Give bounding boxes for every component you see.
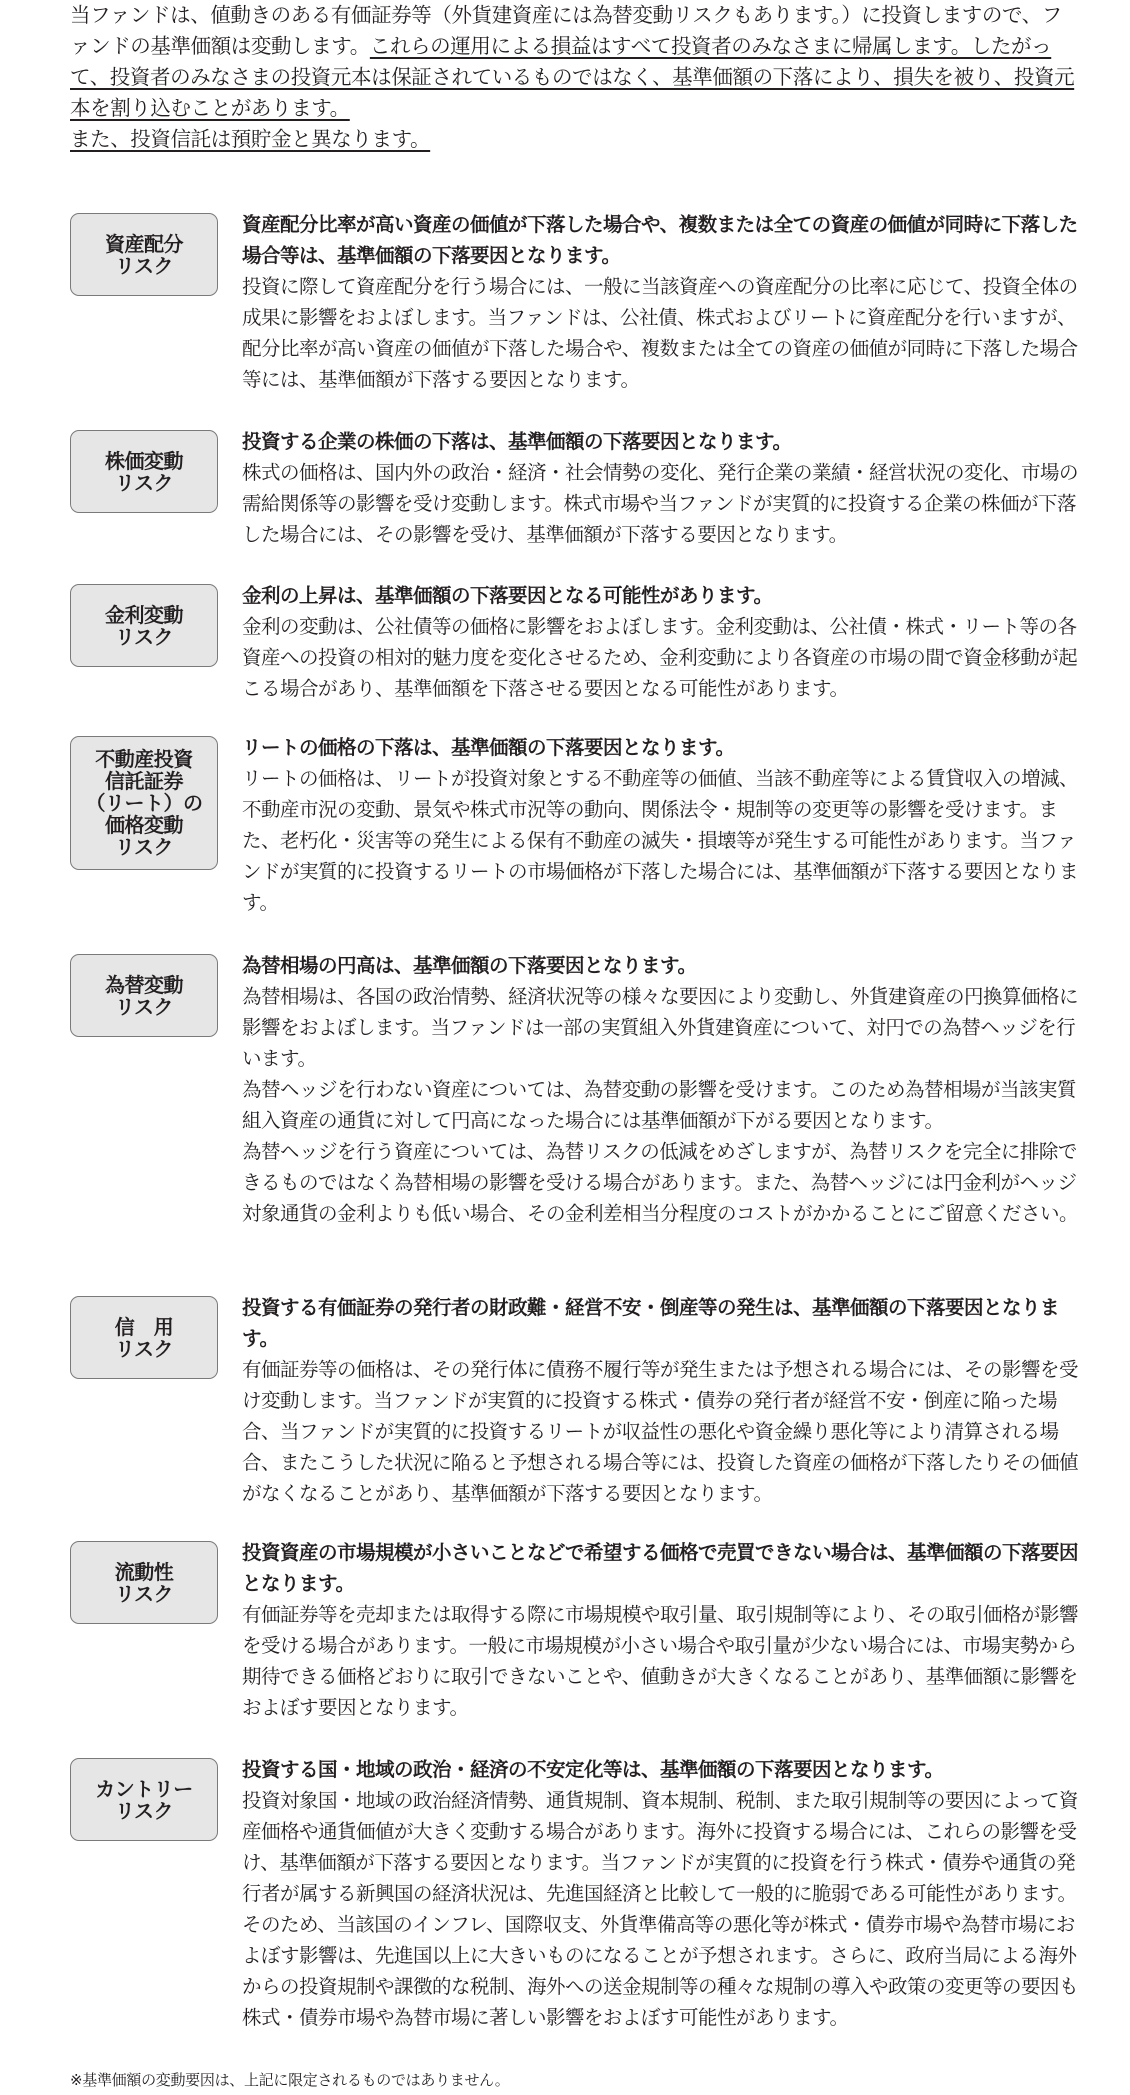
risk-label-line: 資産配分 — [105, 231, 183, 256]
risk-label-box — [70, 1296, 218, 1379]
risk-label-line: 為替変動 — [105, 972, 183, 997]
risk-label-box — [70, 430, 218, 513]
risk-description — [242, 209, 1080, 395]
intro-deposit-note — [70, 124, 1080, 155]
risk-label-line: 株価変動 — [105, 448, 183, 473]
risk-label-line: 流動性 — [114, 1559, 174, 1584]
intro-underlined-text: これらの運用による損益はすべて投資者のみなさまに帰属します。したがって、投資者のみなさまの投資元本は保証されているものではなく、基準価額の下落により、損失を被り、投資元本を割り込むことがあります。 — [70, 34, 1075, 120]
risk-body: 有価証券等の価格は、その発行体に債務不履行等が発生または予想される場合には、その影響を受け変動します。当ファンドが実質的に投資する株式・債券の発行者が経営不安・倒産に陥った場合、当ファンドが実質的に投資するリートが収益性の悪化や資金繰り悪化等により清算される場合、またこうした状況に陥ると予想される場合等には、投資した資産の価格が下落したりその価値がなくなることがあり、基準価額が下落する要因となります。 — [242, 1358, 1079, 1505]
risk-label-line: リスク — [114, 994, 174, 1019]
risk-body: 為替相場は、各国の政治情勢、経済状況等の様々な要因により変動し、外貨建資産の円換算価格に影響をおよぼします。当ファンドは一部の実質組入外貨建資産について、対円での為替ヘッジを行います。 — [242, 985, 1079, 1070]
risk-label-box — [70, 1541, 218, 1624]
intro-paragraph — [70, 0, 1080, 124]
intro-deposit-text: また、投資信託は預貯金と異なります。 — [70, 127, 431, 151]
risk-label-line: 不動産投資 — [95, 747, 193, 771]
risk-body: リートの価格は、リートが投資対象とする不動産等の価値、当該不動産等による賃貸収入の増減、不動産市況の変動、景気や株式市況等の動向、関係法令・規制等の変更等の影響を受けます。また、老朽化・災害等の発生による保有不動産の滅失・損壊等が発生する可能性があります。当ファンドが実質的に投資するリートの市場価格が下落した場合には、基準価額が下落する要因となります。 — [242, 767, 1079, 914]
risk-heading: 投資する企業の株価の下落は、基準価額の下落要因となります。 — [242, 430, 792, 453]
risk-label-line: リスク — [114, 835, 174, 859]
footnote: ※基準価額の変動要因は、上記に限定されるものではありません。 — [70, 2071, 510, 2089]
risk-heading: 投資資産の市場規模が小さいことなどで希望する価格で売買できない場合は、基準価額の下落要因となります。 — [242, 1541, 1079, 1595]
intro-text: 当ファンドは、値動きのある有価証券等（外貨建資産には為替変動リスクもあります。）に投資しますので、ファンドの基準価額は変動します。 — [70, 3, 1062, 58]
risk-label-box — [70, 213, 218, 296]
risk-heading: リートの価格の下落は、基準価額の下落要因となります。 — [242, 736, 735, 759]
risk-label-line: リスク — [114, 470, 174, 495]
risk-body: 投資に際して資産配分を行う場合には、一般に当該資産への資産配分の比率に応じて、投資全体の成果に影響をおよぼします。当ファンドは、公社債、株式およびリートに資産配分を行いますが、配分比率が高い資産の価値が下落した場合や、複数または全ての資産の価値が同時に下落した場合等には、基準価額が下落する要因となります。 — [242, 275, 1078, 391]
risk-description — [242, 732, 1080, 918]
risk-label-line: リスク — [114, 253, 174, 278]
risk-label-line: 価格変動 — [105, 813, 183, 837]
risk-description — [242, 1292, 1080, 1509]
risk-label-line: カントリー — [95, 1776, 193, 1801]
risk-body: 投資対象国・地域の政治経済情勢、通貨規制、資本規制、税制、また取引規制等の要因によって資産価格や通貨価値が大きく変動する場合があります。海外に投資する場合には、これらの影響を受け、基準価額が下落する要因となります。当ファンドが実質的に投資を行う株式・債券や通貨の発行者が属する新興国の経済状況は、先進国経済と比較して一般的に脆弱である可能性があります。そのため、当該国のインフレ、国際収支、外貨準備高等の悪化等が株式・債券市場や為替市場におよぼす影響は、先進国以上に大きいものになることが予想されます。さらに、政府当局による海外からの投資規制や課徴的な税制、海外への送金規制等の種々な規制の導入や政策の変更等の要因も株式・債券市場や為替市場に著しい影響をおよぼす可能性があります。 — [242, 1789, 1079, 2029]
risk-body: 為替ヘッジを行わない資産については、為替変動の影響を受けます。このため為替相場が当該実質組入資産の通貨に対して円高になった場合には基準価額が下がる要因となります。 — [242, 1078, 1077, 1132]
risk-heading: 為替相場の円高は、基準価額の下落要因となります。 — [242, 954, 697, 977]
risk-label-box — [70, 954, 218, 1037]
risk-description — [242, 1537, 1080, 1723]
risk-heading: 資産配分比率が高い資産の価値が下落した場合や、複数または全ての資産の価値が同時に下落した場合等は、基準価額の下落要因となります。 — [242, 213, 1078, 267]
risk-description — [242, 426, 1080, 550]
risk-label-box — [70, 584, 218, 667]
risk-label-box — [70, 1758, 218, 1841]
risk-description — [242, 950, 1080, 1229]
risk-label-line: 金利変動 — [105, 602, 183, 627]
risk-body: 株式の価格は、国内外の政治・経済・社会情勢の変化、発行企業の業績・経営状況の変化、市場の需給関係等の影響を受け変動します。株式市場や当ファンドが実質的に投資する企業の株価が下落した場合には、その影響を受け、基準価額が下落する要因となります。 — [242, 461, 1079, 546]
risk-heading: 投資する有価証券の発行者の財政難・経営不安・倒産等の発生は、基準価額の下落要因となります。 — [242, 1296, 1060, 1350]
risk-label-line: リスク — [114, 1336, 174, 1361]
intro-section — [70, 0, 1080, 155]
risk-body: 有価証券等を売却または取得する際に市場規模や取引量、取引規制等により、その取引価格が影響を受ける場合があります。一般に市場規模が小さい場合や取引量が少ない場合には、市場実勢から期待できる価格どおりに取引できないことや、値動きが大きくなることがあり、基準価額に影響をおよぼす要因となります。 — [242, 1603, 1079, 1719]
risk-label-line: 信 用 — [114, 1314, 174, 1339]
risk-description — [242, 580, 1080, 704]
risk-label-line: リスク — [114, 624, 174, 649]
risk-heading: 金利の上昇は、基準価額の下落要因となる可能性があります。 — [242, 584, 773, 607]
risk-body: 為替ヘッジを行う資産については、為替リスクの低減をめざしますが、為替リスクを完全に排除できるものではなく為替相場の影響を受ける場合があります。また、為替ヘッジには円金利がヘッジ対象通貨の金利よりも低い場合、その金利差相当分程度のコストがかかることにご留意ください。 — [242, 1140, 1079, 1225]
risk-label-line: （リート）の — [85, 791, 203, 815]
risk-description — [242, 1754, 1080, 2033]
risk-label-line: リスク — [114, 1798, 174, 1823]
risk-label-line: リスク — [114, 1581, 174, 1606]
risk-label-box — [70, 736, 218, 870]
risk-body: 金利の変動は、公社債等の価格に影響をおよぼします。金利変動は、公社債・株式・リート等の各資産への投資の相対的魅力度を変化させるため、金利変動により各資産の市場の間で資金移動が起こる場合があり、基準価額を下落させる要因となる可能性があります。 — [242, 615, 1078, 700]
risk-label-line: 信託証券 — [105, 769, 183, 793]
risk-heading: 投資する国・地域の政治・経済の不安定化等は、基準価額の下落要因となります。 — [242, 1758, 944, 1781]
